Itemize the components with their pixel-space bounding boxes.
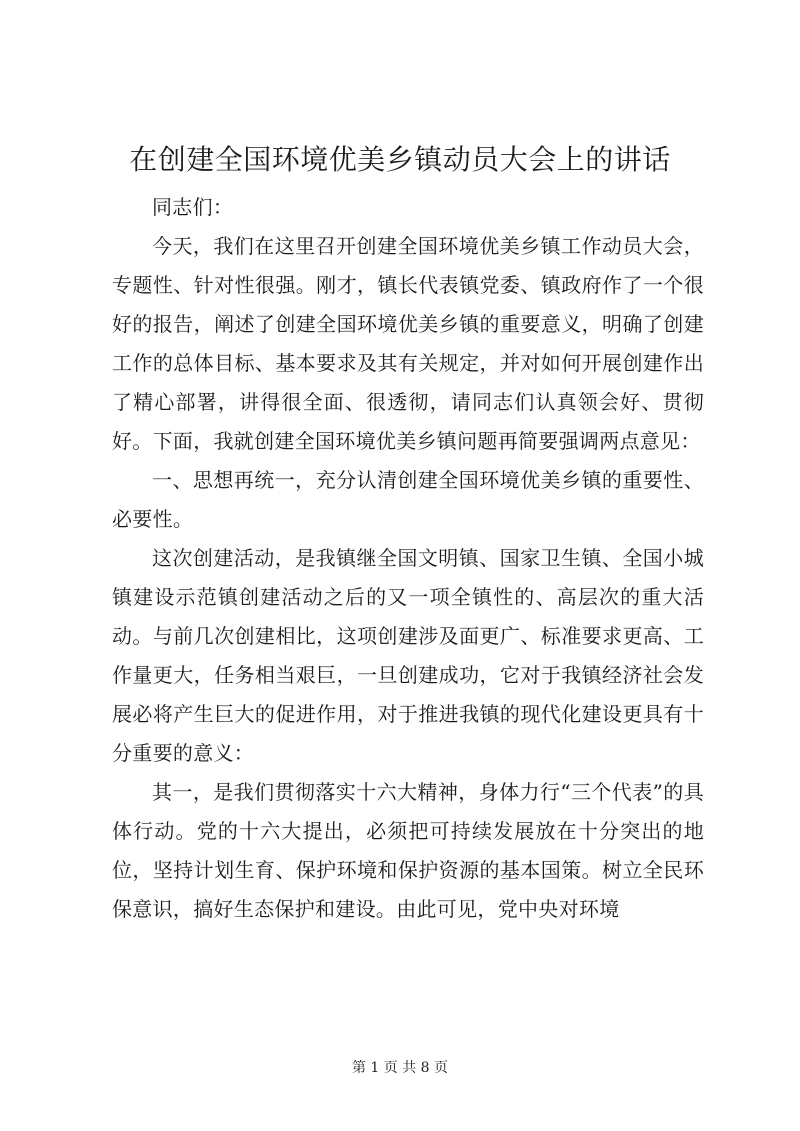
paragraph-point-one: 其一，是我们贯彻落实十六大精神，身体力行“三个代表”的具体行动。党的十六大提出，必须把可持续发展放在十分突出的地位，坚持计划生育、保护环境和保护资源的基本国策。树立全民环保意识，搞好生态保护和建设。由此可见，党中央对环境 <box>112 780 704 921</box>
paragraph-opening: 今天，我们在这里召开创建全国环境优美乡镇工作动员大会，专题性、针对性很强。刚才，镇长代表镇党委、镇政府作了一个很好的报告，阐述了创建全国环境优美乡镇的重要意义，明确了创建工作的总体目标、基本要求及其有关规定，并对如何开展创建作出了精心部署，讲得很全面、很透彻，请同志们认真领会好、贯彻好。下面，我就创建全国环境优美乡镇问题再简要强调两点意见： <box>112 234 704 453</box>
paragraph-section-heading-1: 一、思想再统一，充分认清创建全国环境优美乡镇的重要性、必要性。 <box>112 468 704 531</box>
page-number-footer: 第 1 页 共 8 页 <box>351 1060 449 1076</box>
document-body <box>112 188 704 929</box>
document-title: 在创建全国环境优美乡镇动员大会上的讲话 <box>129 143 671 176</box>
paragraph-activity-description: 这次创建活动，是我镇继全国文明镇、国家卫生镇、全国小城镇建设示范镇创建活动之后的又一项全镇性的、高层次的重大活动。与前几次创建相比，这项创建涉及面更广、标准要求更高、工作量更大，任务相当艰巨，一旦创建成功，它对于我镇经济社会发展必将产生巨大的促进作用，对于推进我镇的现代化建设更具有十分重要的意义： <box>112 546 704 765</box>
paragraph-salutation: 同志们： <box>152 195 234 219</box>
